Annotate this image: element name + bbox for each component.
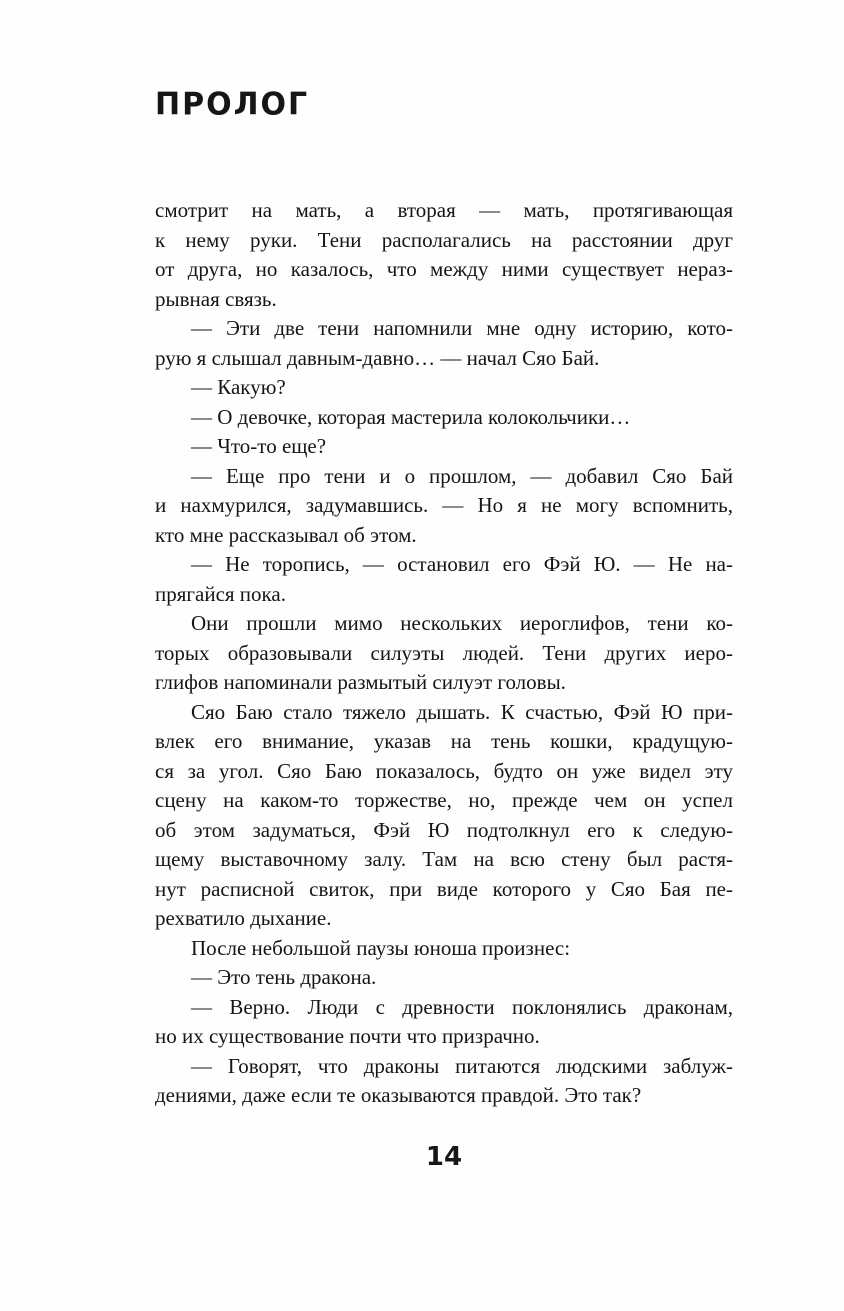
- text-line: — Какую?: [191, 375, 286, 399]
- chapter-header: ПРОЛОГ: [155, 86, 310, 123]
- text-line: Они прошли мимо нескольких иероглифов, тени ко-: [191, 611, 733, 635]
- text-line: торых образовывали силуэты людей. Тени других иеро-: [155, 640, 733, 665]
- text-line: — О девочке, которая мастерила колокольчики…: [191, 404, 631, 429]
- text-line: ся за угол. Сяо Баю показалось, будто он уже видел эту: [155, 758, 733, 783]
- text-line: — Это тень дракона.: [191, 965, 377, 989]
- page-text: [155, 196, 733, 1111]
- text-line: Сяо Баю стало тяжело дышать. К счастью, Фэй Ю при-: [191, 699, 733, 724]
- text-line: рехватило дыхание.: [155, 906, 332, 930]
- text-line: от друга, но казалось, что между ними существует нераз-: [155, 257, 733, 281]
- text-line: но их существование почти что призрачно.: [155, 1024, 540, 1048]
- text-line: дениями, даже если те оказываются правдой. Это так?: [155, 1083, 642, 1107]
- text-line: — Что-то еще?: [191, 434, 327, 458]
- text-line: влек его внимание, указав на тень кошки, крадущую-: [155, 729, 733, 753]
- text-line: — Еще про тени и о прошлом, — добавил Сяо Бай: [191, 463, 733, 488]
- text-line: нут расписной свиток, при виде которого у Сяо Бая пе-: [155, 876, 733, 901]
- text-line: сцену на каком-то торжестве, но, прежде чем он успел: [155, 788, 733, 812]
- text-line: об этом задуматься, Фэй Ю подтолкнул его к следую-: [155, 817, 733, 842]
- text-line: к нему руки. Тени располагались на расстоянии друг: [155, 227, 733, 252]
- page-number: 14: [425, 1142, 463, 1172]
- text-line: щему выставочному залу. Там на всю стену был растя-: [155, 847, 733, 871]
- text-line: рывная связь.: [155, 286, 277, 311]
- text-line: рую я слышал давным-давно… — начал Сяо Бай.: [155, 345, 600, 370]
- text-line: — Не торопись, — остановил его Фэй Ю. — Не на-: [191, 552, 733, 576]
- text-line: смотрит на мать, а вторая — мать, протягивающая: [155, 198, 733, 222]
- text-line: — Эти две тени напомнили мне одну историю, кото-: [191, 316, 733, 340]
- text-line: — Верно. Люди с древности поклонялись драконам,: [191, 994, 733, 1019]
- text-line: кто мне рассказывал об этом.: [155, 522, 417, 547]
- text-line: и нахмурился, задумавшись. — Но я не могу вспомнить,: [155, 493, 733, 517]
- text-line: После небольшой паузы юноша произнес:: [191, 935, 571, 960]
- text-line: глифов напоминали размытый силуэт головы.: [155, 670, 566, 694]
- text-line: прягайся пока.: [155, 581, 286, 606]
- text-line: — Говорят, что драконы питаются людскими заблуж-: [191, 1053, 733, 1078]
